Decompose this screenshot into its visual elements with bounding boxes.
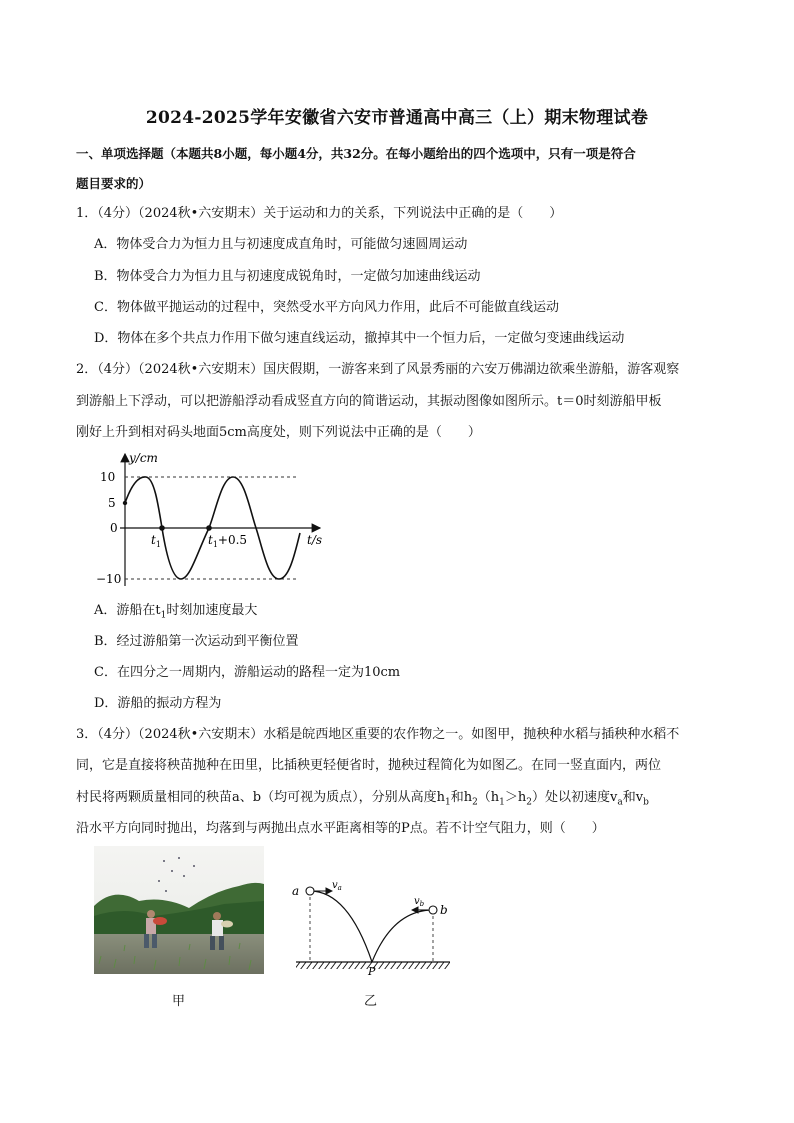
y-axis-label: y/cm	[129, 451, 158, 465]
q3-stem-line-2: 同，它是直接将秧苗抛种在田里，比插秧更轻便省时，抛秧过程简化为如图乙。在同一竖直面内，两位	[76, 758, 662, 773]
q3-stem-line-3: 村民将两颗质量相同的秧苗a、b（均可视为质点），分别从高度$h_1$和$h_2(h_1>h_2)$处以初速度$v_a$和$v_b$	[76, 790, 649, 808]
q1-option-c: C．物体做平抛运动的过程中，突然受水平方向风力作用，此后不可能做直线运动	[94, 300, 559, 315]
label-vb: $v_b$	[414, 896, 425, 908]
vibration-graph	[96, 448, 336, 590]
y-tick-0: 0	[110, 521, 118, 535]
label-a: a	[292, 884, 300, 898]
q2-stem-line-1: 2．（4分）（2024秋•六安期末）国庆假期，一游客来到了风景秀丽的六安万佛湖边欲乘坐游船，游客观察	[76, 362, 680, 377]
q2-option-b: B．经过游船第一次运动到平衡位置	[94, 634, 299, 649]
q1-option-b: B．物体受合力为恒力且与初速度成锐角时，一定做匀加速曲线运动	[94, 269, 481, 284]
x-axis-label: t/s	[307, 533, 323, 547]
ball-b	[429, 906, 437, 914]
section-heading-line-2: 题目要求的）	[76, 176, 152, 191]
caption-yi: 乙	[364, 994, 378, 1009]
label-b: b	[440, 903, 448, 917]
point-t1	[159, 525, 165, 531]
y-tick-5: 5	[108, 496, 116, 510]
point-t1-plus-half	[206, 525, 212, 531]
q2-option-a: A．游船在$t_1$时刻加速度最大	[94, 603, 258, 621]
q2-stem-line-2: 到游船上下浮动，可以把游船浮动看成竖直方向的简谐运动，其振动图像如图所示。t＝0时刻游船甲板	[76, 394, 662, 409]
label-va: $v_a$	[332, 880, 342, 892]
q1-option-a: A．物体受合力为恒力且与初速度成直角时，可能做匀速圆周运动	[94, 237, 468, 252]
trajectory-a	[310, 891, 372, 962]
t1-label: $t_1$	[151, 533, 161, 549]
trajectory-diagram	[288, 874, 456, 976]
page-title: 2024-2025学年安徽省六安市普通高中高三（上）期末物理试卷	[145, 108, 649, 128]
point-origin	[123, 501, 127, 505]
trajectory-b	[372, 910, 433, 962]
q1-stem: 1．（4分）（2024秋•六安期末）关于运动和力的关系，下列说法中正确的是（ ）	[76, 206, 563, 221]
q3-stem-line-1: 3．（4分）（2024秋•六安期末）水稻是皖西地区重要的农作物之一。如图甲，抛秧种水稻与插秧种水稻不	[76, 727, 680, 742]
q2-option-c: C．在四分之一周期内，游船运动的路程一定为10cm	[94, 665, 401, 680]
q3-stem-line-4: 沿水平方向同时抛出，均落到与两抛出点水平距离相等的P点。若不计空气阻力，则（ ）	[76, 821, 605, 836]
section-heading	[76, 139, 726, 199]
q2-stem-line-3: 刚好上升到相对码头地面5cm高度处，则下列说法中正确的是（ ）	[76, 425, 481, 440]
y-tick-neg10: −10	[96, 572, 122, 586]
q2-option-d: D．游船的振动方程为	[94, 696, 222, 711]
y-tick-10: 10	[100, 470, 116, 484]
section-heading-line-1: 一、单项选择题（本题共8小题，每小题4分，共32分。在每小题给出的四个选项中，只有一项是符合	[76, 146, 636, 161]
rice-field-photo	[94, 846, 264, 974]
caption-jia: 甲	[172, 994, 186, 1009]
ball-a	[306, 887, 314, 895]
q1-option-d: D．物体在多个共点力作用下做匀速直线运动，撤掉其中一个恒力后，一定做匀变速曲线运动	[94, 331, 625, 346]
label-p: P	[368, 965, 376, 976]
t1-plus-label: $t_1+0.5$	[208, 533, 248, 549]
